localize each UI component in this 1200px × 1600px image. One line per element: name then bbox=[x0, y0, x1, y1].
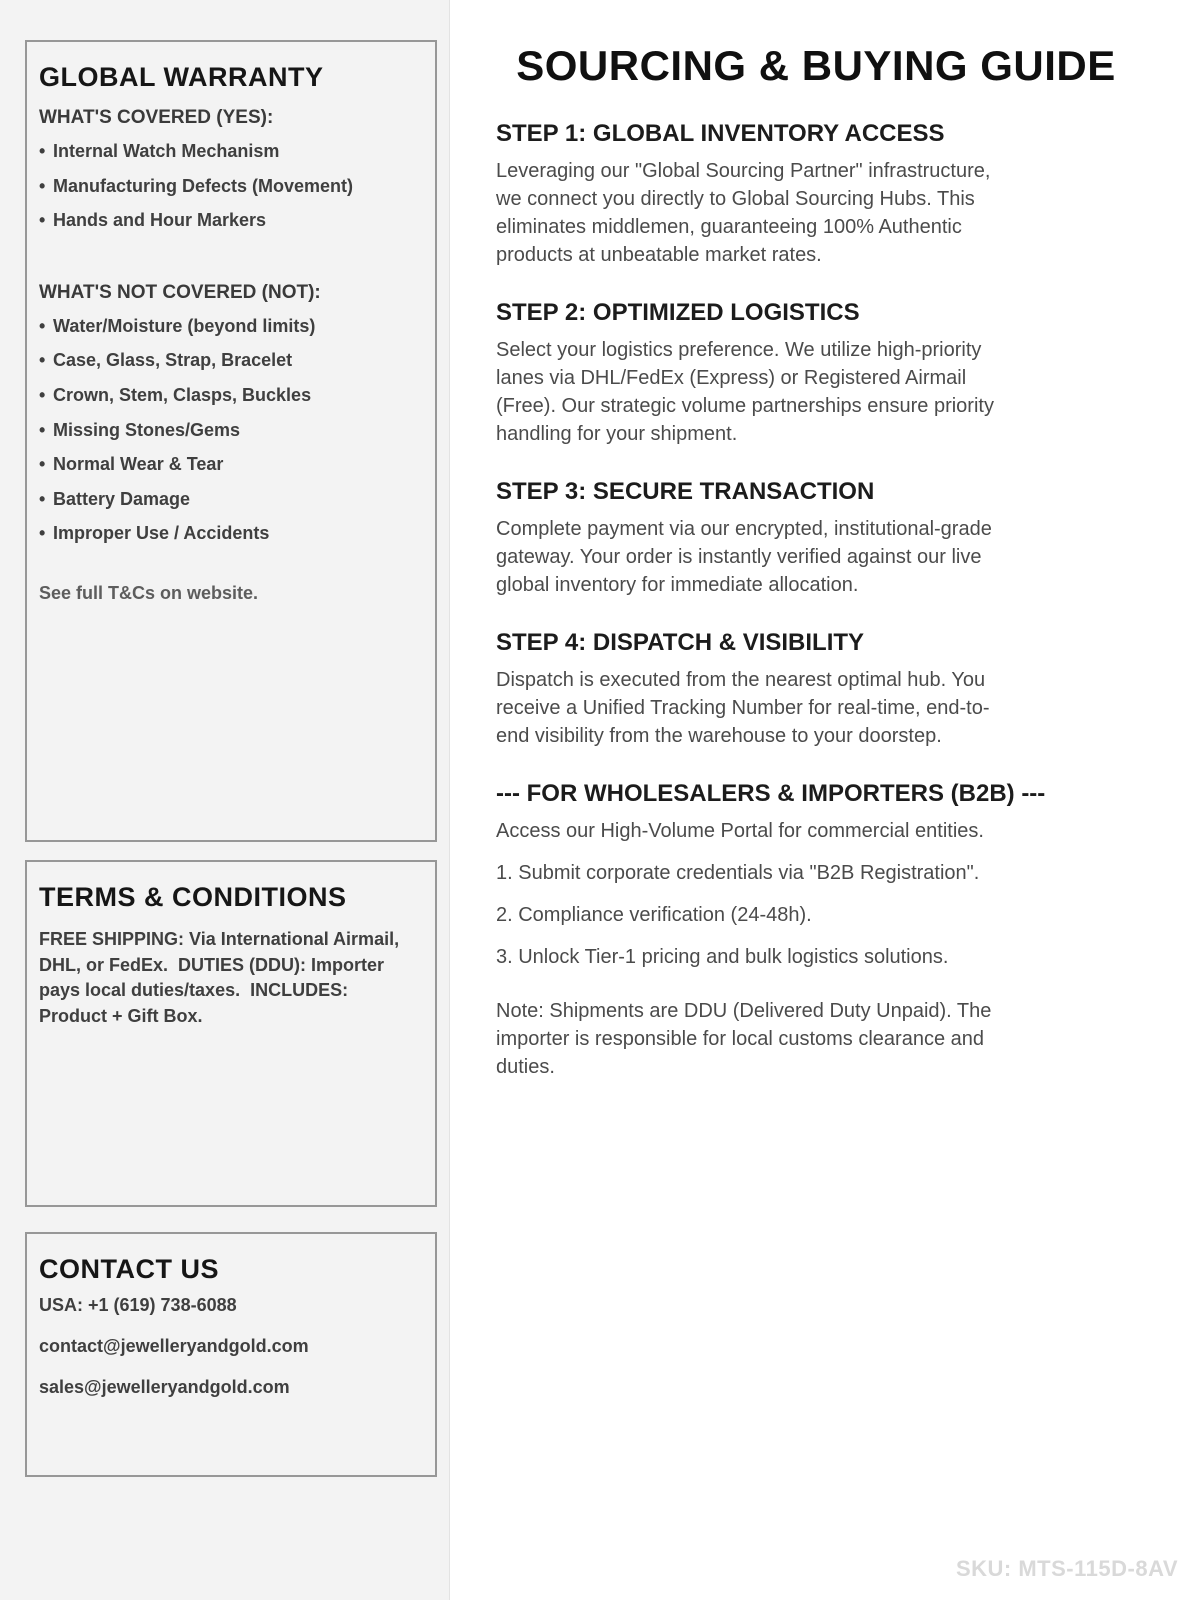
sku-label: SKU: MTS-115D-8AV bbox=[955, 1556, 1178, 1581]
main-content bbox=[450, 0, 1200, 1095]
bullet-icon: • bbox=[39, 315, 46, 336]
not-covered-item bbox=[39, 523, 419, 545]
b2b-section bbox=[496, 780, 1136, 1081]
b2b-step-2: 2. Compliance verification (24-48h). bbox=[496, 904, 812, 926]
sidebar bbox=[0, 0, 450, 1600]
bullet-icon: • bbox=[39, 175, 46, 196]
b2b-note: Note: Shipments are DDU (Delivered Duty Unpaid). The importer is responsible for local customs clearance and duties. bbox=[496, 1000, 992, 1078]
b2b-heading: --- FOR WHOLESALERS & IMPORTERS (B2B) --- bbox=[496, 780, 1046, 807]
step-2-section bbox=[496, 299, 1136, 448]
terms-title: TERMS & CONDITIONS bbox=[39, 882, 347, 912]
step-3-section bbox=[496, 478, 1136, 599]
covered-item bbox=[39, 176, 419, 198]
not-covered-item-label: Missing Stones/Gems bbox=[53, 419, 241, 440]
terms-panel bbox=[25, 860, 437, 1207]
contact-sales-email: sales@jewelleryandgold.com bbox=[39, 1377, 290, 1397]
b2b-step-3: 3. Unlock Tier-1 pricing and bulk logistics solutions. bbox=[496, 946, 949, 968]
bullet-icon: • bbox=[39, 384, 46, 405]
not-covered-item-label: Battery Damage bbox=[53, 488, 191, 509]
warranty-panel bbox=[25, 40, 437, 842]
bullet-icon: • bbox=[39, 350, 46, 371]
not-covered-heading: WHAT'S NOT COVERED (NOT): bbox=[39, 281, 321, 303]
covered-item-label: Hands and Hour Markers bbox=[53, 210, 267, 231]
step-4-heading: STEP 4: DISPATCH & VISIBILITY bbox=[496, 629, 865, 656]
covered-item bbox=[39, 210, 419, 232]
contact-title: CONTACT US bbox=[39, 1254, 219, 1284]
contact-email: contact@jewelleryandgold.com bbox=[39, 1336, 309, 1356]
bullet-icon: • bbox=[39, 523, 46, 544]
step-2-heading: STEP 2: OPTIMIZED LOGISTICS bbox=[496, 299, 860, 326]
contact-phone: USA: +1 (619) 738-6088 bbox=[39, 1295, 237, 1315]
not-covered-item bbox=[39, 350, 419, 372]
covered-item-label: Manufacturing Defects (Movement) bbox=[53, 175, 354, 196]
b2b-intro: Access our High-Volume Portal for commercial entities. bbox=[496, 820, 984, 842]
step-4-section bbox=[496, 629, 1136, 750]
bullet-icon: • bbox=[39, 419, 46, 440]
step-4-body: Dispatch is executed from the nearest optimal hub. You receive a Unified Tracking Number for real-time, end-to-end visibility from the warehouse to your doorstep. bbox=[496, 669, 990, 747]
bullet-icon: • bbox=[39, 488, 46, 509]
not-covered-item bbox=[39, 385, 419, 407]
not-covered-item bbox=[39, 454, 419, 476]
not-covered-item-label: Case, Glass, Strap, Bracelet bbox=[53, 350, 293, 371]
page-title: SOURCING & BUYING GUIDE bbox=[516, 42, 1116, 89]
step-1-heading: STEP 1: GLOBAL INVENTORY ACCESS bbox=[496, 120, 945, 147]
b2b-step-1: 1. Submit corporate credentials via "B2B Registration". bbox=[496, 862, 980, 884]
not-covered-item-label: Crown, Stem, Clasps, Buckles bbox=[53, 384, 312, 405]
not-covered-item-label: Improper Use / Accidents bbox=[53, 523, 270, 544]
covered-item-label: Internal Watch Mechanism bbox=[53, 141, 280, 161]
not-covered-item bbox=[39, 316, 419, 338]
warranty-title: GLOBAL WARRANTY bbox=[39, 62, 324, 92]
bullet-icon: • bbox=[39, 454, 46, 475]
step-1-section bbox=[496, 120, 1136, 269]
bullet-icon: • bbox=[39, 210, 46, 231]
not-covered-item-label: Normal Wear & Tear bbox=[53, 454, 224, 475]
step-3-heading: STEP 3: SECURE TRANSACTION bbox=[496, 478, 875, 505]
step-2-body: Select your logistics preference. We utilize high-priority lanes via DHL/FedEx (Express) or Registered Airmail (Free). Our strategic volume partnerships ensure priority handling for your shipment. bbox=[496, 339, 994, 445]
terms-body: FREE SHIPPING: Via International Airmail, DHL, or FedEx. DUTIES (DDU): Importer pays local duties/taxes. INCLUDES: Product + Gift Box. bbox=[39, 929, 405, 1026]
step-3-body: Complete payment via our encrypted, institutional-grade gateway. Your order is instantly verified against our live global inventory for immediate allocation. bbox=[496, 518, 992, 596]
warranty-footnote: See full T&Cs on website. bbox=[39, 582, 259, 603]
covered-heading: WHAT'S COVERED (YES): bbox=[39, 107, 274, 128]
step-1-body: Leveraging our "Global Sourcing Partner" infrastructure, we connect you directly to Global Sourcing Hubs. This eliminates middlemen, guaranteeing 100% Authentic products at unbeatable market rates. bbox=[496, 160, 991, 266]
not-covered-item bbox=[39, 489, 419, 511]
covered-item bbox=[39, 141, 419, 163]
bullet-icon: • bbox=[39, 141, 46, 161]
not-covered-item bbox=[39, 420, 419, 442]
contact-panel bbox=[25, 1232, 437, 1477]
not-covered-item-label: Water/Moisture (beyond limits) bbox=[53, 315, 316, 336]
